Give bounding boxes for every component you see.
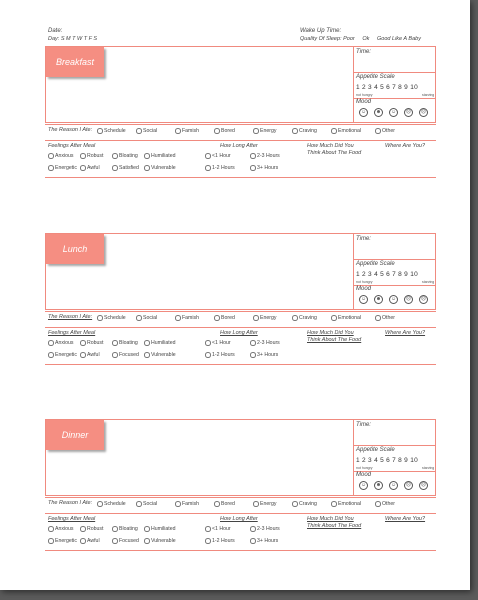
feeling-option[interactable]: Energetic xyxy=(48,538,77,544)
feeling-option[interactable]: Focused xyxy=(112,352,139,358)
reason-option[interactable]: Bored xyxy=(214,315,235,321)
time-label: Time: xyxy=(356,49,371,55)
reason-option[interactable]: Emotional xyxy=(331,501,361,507)
feeling-option[interactable]: Anxious xyxy=(48,153,73,159)
duration-option[interactable]: <1 Hour xyxy=(205,340,231,346)
duration-option[interactable]: 3+ Hours xyxy=(250,352,278,358)
neutral-face-icon[interactable]: ☹ xyxy=(405,482,412,488)
reason-option[interactable]: Other xyxy=(375,315,395,321)
grin-face-icon[interactable]: ☺ xyxy=(360,482,367,488)
not-hungry-label: not hungry xyxy=(356,280,373,284)
feeling-option[interactable]: Energetic xyxy=(48,352,77,358)
how-much-label: How Much Did You Think About The Food xyxy=(307,330,362,343)
feeling-option[interactable]: Satisfied xyxy=(112,165,139,171)
reason-option[interactable]: Emotional xyxy=(331,128,361,134)
reason-option[interactable]: Energy xyxy=(253,315,276,321)
feelings-label: Feelings After Meal xyxy=(48,330,96,336)
side-panel xyxy=(353,420,436,495)
feelings-label: Feelings After Meal xyxy=(48,516,96,522)
grin-face-icon[interactable]: ☺ xyxy=(360,296,367,302)
feeling-option[interactable]: Energetic xyxy=(48,165,77,171)
reason-option[interactable]: Social xyxy=(136,315,157,321)
mood-label: Mood xyxy=(356,286,372,292)
how-long-label: How Long After xyxy=(220,143,258,149)
reason-option[interactable]: Bored xyxy=(214,501,235,507)
notes-box[interactable] xyxy=(45,233,436,310)
feeling-option[interactable]: Anxious xyxy=(48,340,73,346)
day-label: Day: S M T W T F S xyxy=(48,36,98,42)
reason-option[interactable]: Energy xyxy=(253,128,276,134)
feeling-option[interactable]: Humiliated xyxy=(144,340,176,346)
appetite-label: Appetite Scale xyxy=(356,74,395,80)
appetite-box[interactable] xyxy=(354,73,436,99)
happy-face-icon[interactable]: ☻ xyxy=(375,296,382,302)
reason-option[interactable]: Craving xyxy=(292,128,317,134)
appetite-label: Appetite Scale xyxy=(356,447,395,453)
reason-label: The Reason I Ate: xyxy=(48,500,93,506)
mood-label: Mood xyxy=(356,99,372,105)
appetite-box[interactable] xyxy=(354,260,436,286)
where-label: Where Are You? xyxy=(385,143,426,149)
feeling-option[interactable]: Awful xyxy=(80,538,100,544)
mood-faces xyxy=(359,108,428,117)
feeling-option[interactable]: Vulnerable xyxy=(144,165,176,171)
reason-option[interactable]: Other xyxy=(375,128,395,134)
duration-option[interactable]: 1-2 Hours xyxy=(205,538,235,544)
feelings-row xyxy=(45,513,436,551)
feelings-label: Feelings After Meal xyxy=(48,143,96,149)
reason-row xyxy=(45,311,436,326)
appetite-scale[interactable]: 1 2 3 4 5 6 7 8 9 10 xyxy=(356,84,419,91)
smile-face-icon[interactable]: ☺ xyxy=(390,296,397,302)
meal-tag: Breakfast xyxy=(46,47,104,77)
reason-row xyxy=(45,497,436,512)
reason-label: The Reason I Ate: xyxy=(48,127,93,133)
duration-option[interactable]: 2-3 Hours xyxy=(250,153,280,159)
feeling-option[interactable]: Robust xyxy=(80,526,103,532)
starving-label: starving xyxy=(422,280,435,284)
mood-label: Mood xyxy=(356,472,372,478)
feelings-row xyxy=(45,140,436,178)
reason-option[interactable]: Famish xyxy=(175,128,199,134)
meal-tag: Dinner xyxy=(46,420,104,450)
feeling-option[interactable]: Humiliated xyxy=(144,153,176,159)
notes-box[interactable] xyxy=(45,46,436,123)
reason-option[interactable]: Emotional xyxy=(331,315,361,321)
duration-option[interactable]: 1-2 Hours xyxy=(205,165,235,171)
feelings-row xyxy=(45,327,436,365)
wake-label: Wake Up Time: xyxy=(300,28,342,34)
reason-option[interactable]: Energy xyxy=(253,501,276,507)
reason-option[interactable]: Famish xyxy=(175,315,199,321)
starving-label: starving xyxy=(422,93,435,97)
time-label: Time: xyxy=(356,422,371,428)
duration-option[interactable]: <1 Hour xyxy=(205,153,231,159)
meal-tag: Lunch xyxy=(46,234,104,264)
neutral-face-icon[interactable]: ☹ xyxy=(405,109,412,115)
duration-option[interactable]: 1-2 Hours xyxy=(205,352,235,358)
reason-row xyxy=(45,124,436,139)
smile-face-icon[interactable]: ☺ xyxy=(390,482,397,488)
date-label: Date: xyxy=(48,28,63,34)
sad-face-icon[interactable]: ☹ xyxy=(420,109,427,115)
feeling-option[interactable]: Robust xyxy=(80,340,103,346)
side-panel xyxy=(353,47,436,122)
starving-label: starving xyxy=(422,466,435,470)
sad-face-icon[interactable]: ☹ xyxy=(420,296,427,302)
feeling-option[interactable]: Focused xyxy=(112,538,139,544)
mood-faces xyxy=(359,295,428,304)
time-box[interactable] xyxy=(354,420,436,446)
where-label: Where Are You? xyxy=(385,330,426,336)
feeling-option[interactable]: Bloating xyxy=(112,526,138,532)
appetite-label: Appetite Scale xyxy=(356,261,395,267)
mood-box xyxy=(354,99,436,122)
time-label: Time: xyxy=(356,236,371,242)
appetite-scale[interactable]: 1 2 3 4 5 6 7 8 9 10 xyxy=(356,271,419,278)
feeling-option[interactable]: Vulnerable xyxy=(144,352,176,358)
reason-option[interactable]: Craving xyxy=(292,501,317,507)
where-label: Where Are You? xyxy=(385,516,426,522)
duration-option[interactable]: 2-3 Hours xyxy=(250,526,280,532)
mood-faces xyxy=(359,481,428,490)
duration-option[interactable]: 3+ Hours xyxy=(250,538,278,544)
duration-option[interactable]: <1 Hour xyxy=(205,526,231,532)
duration-option[interactable]: 2-3 Hours xyxy=(250,340,280,346)
mood-box xyxy=(354,286,436,309)
how-long-label: How Long After xyxy=(220,330,258,336)
duration-option[interactable]: 3+ Hours xyxy=(250,165,278,171)
neutral-face-icon[interactable]: ☹ xyxy=(405,296,412,302)
how-much-label: How Much Did You Think About The Food xyxy=(307,516,362,529)
appetite-box[interactable] xyxy=(354,446,436,472)
side-panel xyxy=(353,234,436,309)
reason-option[interactable]: Craving xyxy=(292,315,317,321)
feeling-option[interactable]: Bloating xyxy=(112,153,138,159)
reason-option[interactable]: Schedule xyxy=(97,315,126,321)
feeling-option[interactable]: Robust xyxy=(80,153,103,159)
feeling-option[interactable]: Awful xyxy=(80,352,100,358)
reason-option[interactable]: Schedule xyxy=(97,128,126,134)
reason-option[interactable]: Famish xyxy=(175,501,199,507)
reason-label: The Reason I Ate: xyxy=(48,314,93,320)
not-hungry-label: not hungry xyxy=(356,93,373,97)
happy-face-icon[interactable]: ☻ xyxy=(375,109,382,115)
feeling-option[interactable]: Vulnerable xyxy=(144,538,176,544)
happy-face-icon[interactable]: ☻ xyxy=(375,482,382,488)
not-hungry-label: not hungry xyxy=(356,466,373,470)
reason-option[interactable]: Schedule xyxy=(97,501,126,507)
smile-face-icon[interactable]: ☺ xyxy=(390,109,397,115)
mood-box xyxy=(354,472,436,495)
appetite-scale[interactable]: 1 2 3 4 5 6 7 8 9 10 xyxy=(356,457,419,464)
time-box[interactable] xyxy=(354,234,436,260)
grin-face-icon[interactable]: ☺ xyxy=(360,109,367,115)
feeling-option[interactable]: Humiliated xyxy=(144,526,176,532)
feeling-option[interactable]: Bloating xyxy=(112,340,138,346)
reason-option[interactable]: Social xyxy=(136,501,157,507)
feeling-option[interactable]: Anxious xyxy=(48,526,73,532)
feeling-option[interactable]: Awful xyxy=(80,165,100,171)
reason-option[interactable]: Bored xyxy=(214,128,235,134)
notes-box[interactable] xyxy=(45,419,436,496)
how-much-label: How Much Did You Think About The Food xyxy=(307,143,362,156)
how-long-label: How Long After xyxy=(220,516,258,522)
sad-face-icon[interactable]: ☹ xyxy=(420,482,427,488)
time-box[interactable] xyxy=(354,47,436,73)
reason-option[interactable]: Social xyxy=(136,128,157,134)
sleep-label: Quality Of Sleep: Poor Ok Good Like A Baby xyxy=(300,36,421,42)
reason-option[interactable]: Other xyxy=(375,501,395,507)
